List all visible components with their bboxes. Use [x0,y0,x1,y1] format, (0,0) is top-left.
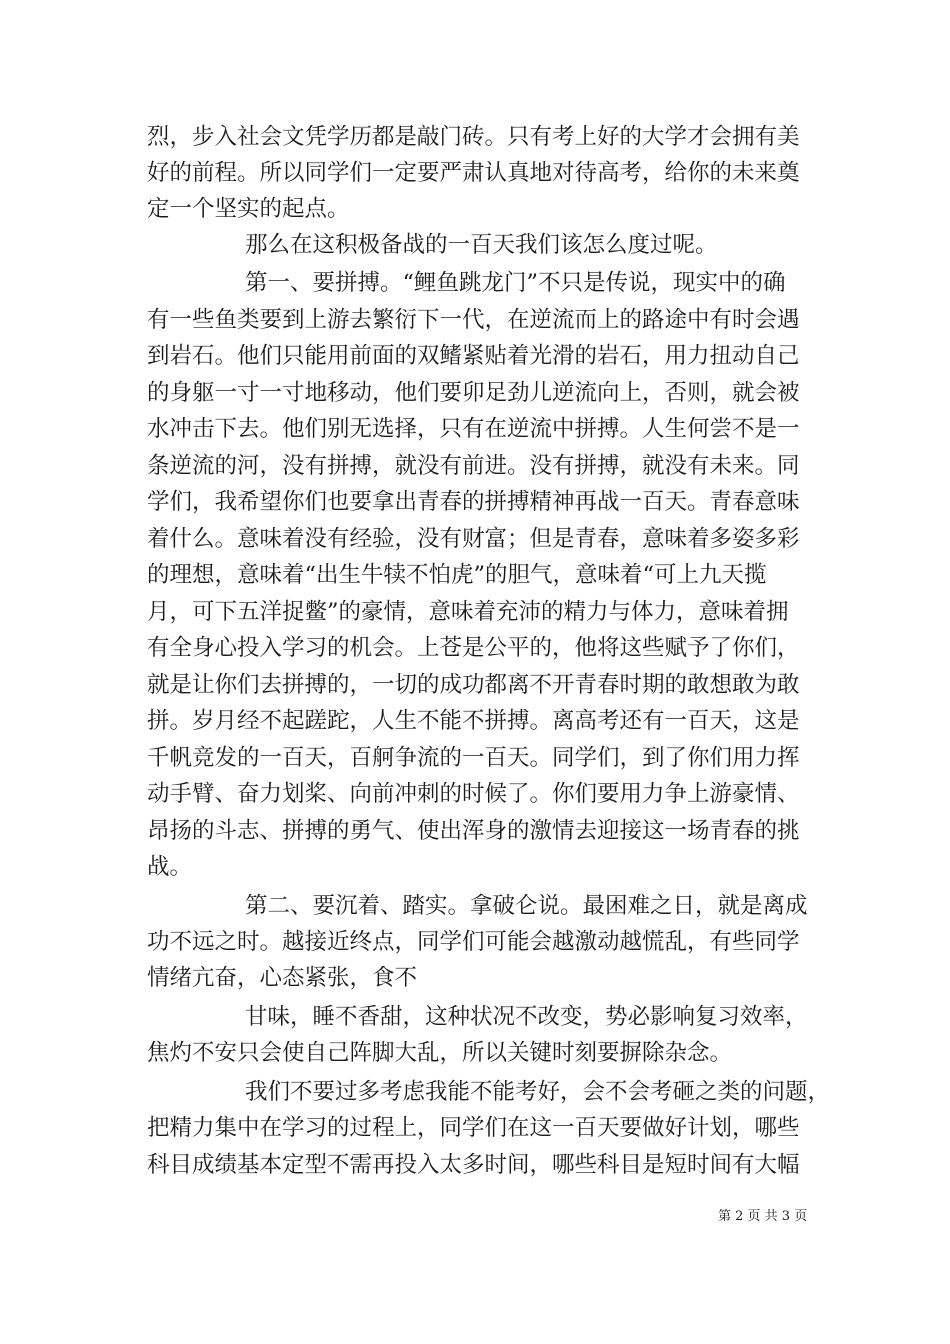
text-line: 昂扬的斗志、拼搏的勇气、使出浑身的激情去迎接这一场青春的挑 [147,818,800,844]
text-line: 第二、要沉着、踏实。拿破仑说。最困难之日，就是离成 [245,893,808,919]
text-line: 情绪亢奋，心态紧张，食不 [147,965,418,991]
text-line: 焦灼不安只会使自己阵脚大乱，所以关键时刻要摒除杂念。 [147,1040,733,1066]
text-line: 科目成绩基本定型不需再投入太多时间，哪些科目是短时间有大幅 [147,1152,800,1178]
text-line: 月，可下五洋捉鳖”的豪情，意味着充沛的精力与体力，意味着拥 [147,599,789,625]
text-line: 千帆竞发的一百天，百舸争流的一百天。同学们，到了你们用力挥 [147,745,800,771]
text-line: 有一些鱼类要到上游去繁衍下一代，在逆流而上的路途中有时会遇 [147,307,800,333]
text-line: 条逆流的河，没有拼搏，就没有前进。没有拼搏，就没有未来。同 [147,453,800,479]
text-line: 战。 [147,854,193,880]
text-line: 的身躯一寸一寸地移动，他们要卯足劲儿逆流向上，否则，就会被 [147,380,800,406]
text-line: 动手臂、奋力划桨、向前冲刺的时候了。你们要用力争上游豪情、 [147,781,800,807]
text-line: 定一个坚实的起点。 [147,196,350,222]
text-line: 到岩石。他们只能用前面的双鳍紧贴着光滑的岩石，用力扭动自己 [147,343,800,369]
text-line: 烈，步入社会文凭学历都是敲门砖。只有考上好的大学才会拥有美 [147,124,800,150]
text-line: 第一、要拼搏。“鲤鱼跳龙门”不只是传说，现实中的确 [245,270,786,296]
text-line: 我们不要过多考虑我能不能考好，会不会考砸之类的问题， [245,1079,831,1105]
text-line: 好的前程。所以同学们一定要严肃认真地对待高考，给你的未来奠 [147,160,800,186]
text-line: 拼。岁月经不起蹉跎，人生不能不拼搏。离高考还有一百天，这是 [147,708,800,734]
text-line: 就是让你们去拼搏的，一切的成功都离不开青春时期的敢想敢为敢 [147,672,800,698]
text-line: 功不远之时。越接近终点，同学们可能会越激动越慌乱，有些同学 [147,929,800,955]
page-number: 第 2 页 共 3 页 [718,1209,808,1224]
text-line: 着什么。意味着没有经验，没有财富；但是青春，意味着多姿多彩 [147,526,800,552]
text-line: 甘味，睡不香甜，这种状况不改变，势必影响复习效率， [245,1004,808,1030]
text-line: 把精力集中在学习的过程上，同学们在这一百天要做好计划，哪些 [147,1115,800,1141]
text-line: 有全身心投入学习的机会。上苍是公平的，他将这些赋予了你们， [147,635,800,661]
text-line: 学们，我希望你们也要拿出青春的拼搏精神再战一百天。青春意味 [147,489,800,515]
text-line: 那么在这积极备战的一百天我们该怎么度过呢。 [245,232,718,258]
text-line: 的理想，意味着“出生牛犊不怕虎”的胆气，意味着“可上九天揽 [147,562,767,588]
text-line: 水冲击下去。他们别无选择，只有在逆流中拼搏。人生何尝不是一 [147,416,800,442]
